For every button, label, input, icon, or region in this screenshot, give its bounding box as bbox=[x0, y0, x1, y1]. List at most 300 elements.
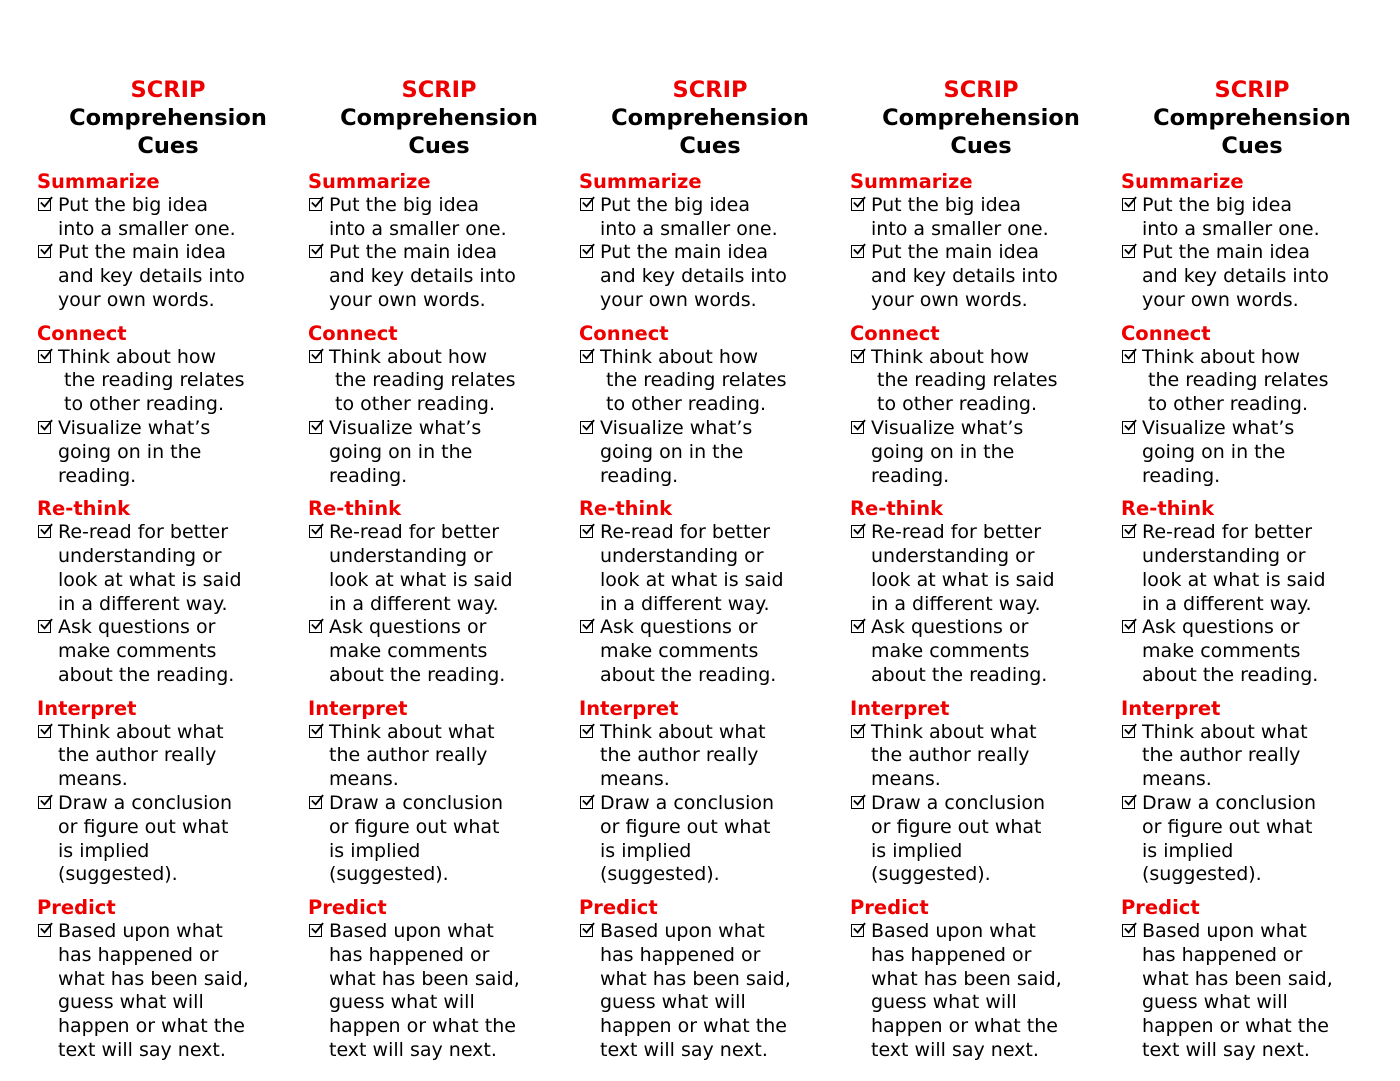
cue-item bbox=[37, 616, 299, 687]
cue-text-line: understanding or bbox=[329, 544, 493, 567]
cue-text-line: going on in the bbox=[871, 440, 1015, 463]
cue-text-line: (suggested). bbox=[871, 863, 991, 886]
section-re-think bbox=[1121, 497, 1383, 687]
cue-text-line: happen or what the bbox=[871, 1015, 1058, 1038]
cue-text-line: look at what is said bbox=[600, 568, 784, 591]
section-connect bbox=[850, 322, 1112, 489]
section-heading: Summarize bbox=[308, 170, 431, 193]
cue-text-line: Think about how bbox=[871, 345, 1030, 368]
section-interpret bbox=[850, 697, 1112, 887]
cue-text-line: into a smaller one. bbox=[1142, 217, 1320, 240]
checked-box-icon bbox=[309, 924, 322, 937]
cue-text-line: going on in the bbox=[600, 440, 744, 463]
cue-text-line: about the reading. bbox=[329, 663, 506, 686]
cue-text-line: Based upon what bbox=[329, 919, 494, 942]
cue-item bbox=[579, 346, 841, 417]
cue-text-line: and key details into bbox=[58, 265, 245, 288]
cue-item bbox=[579, 616, 841, 687]
cue-item bbox=[308, 721, 570, 792]
cue-text-line: means. bbox=[329, 768, 399, 791]
cue-item bbox=[308, 346, 570, 417]
title-line-2: Comprehension bbox=[69, 105, 267, 131]
cue-text-line: the reading relates bbox=[1142, 369, 1329, 392]
cue-text-line: means. bbox=[871, 768, 941, 791]
cue-text-line: to other reading. bbox=[600, 393, 767, 416]
cue-item bbox=[850, 521, 1112, 616]
section-summarize bbox=[850, 170, 1112, 313]
bookmark-3 bbox=[579, 76, 841, 1072]
section-heading: Re-think bbox=[37, 497, 131, 521]
checked-box-icon bbox=[580, 796, 593, 809]
cue-text-line: happen or what the bbox=[1142, 1015, 1329, 1038]
section-heading: Connect bbox=[37, 321, 127, 345]
section-heading: Interpret bbox=[308, 696, 408, 720]
cue-item bbox=[308, 920, 570, 1063]
cue-text-line: Draw a conclusion bbox=[58, 791, 233, 814]
cue-text-line: Put the big idea bbox=[600, 193, 750, 216]
cue-item bbox=[850, 194, 1112, 242]
cue-item bbox=[579, 920, 841, 1063]
cue-text-line: Put the main idea bbox=[1142, 241, 1311, 264]
section-predict bbox=[579, 896, 841, 1063]
title-accent: SCRIP bbox=[130, 77, 206, 103]
cue-text-line: and key details into bbox=[1142, 265, 1329, 288]
cue-item bbox=[37, 241, 299, 312]
cue-text-line: about the reading. bbox=[58, 663, 235, 686]
section-heading: Predict bbox=[850, 896, 929, 920]
cue-text-line: in a different way. bbox=[58, 592, 228, 615]
cue-text-line: or figure out what bbox=[600, 815, 771, 838]
cue-item bbox=[37, 346, 299, 417]
cue-item bbox=[579, 521, 841, 616]
cue-text-line: Visualize what’s bbox=[1142, 416, 1295, 439]
checked-box-icon bbox=[1122, 620, 1135, 633]
section-predict bbox=[308, 896, 570, 1063]
cue-text-line: Think about what bbox=[1142, 720, 1308, 743]
cue-text-line: to other reading. bbox=[58, 393, 225, 416]
checked-box-icon bbox=[851, 924, 864, 937]
cue-text-line: look at what is said bbox=[1142, 568, 1326, 591]
section-heading: Summarize bbox=[37, 170, 160, 193]
cue-text-line: has happened or bbox=[329, 943, 490, 966]
bookmark-title bbox=[579, 76, 841, 160]
cue-text-line: Ask questions or bbox=[871, 616, 1029, 639]
section-heading: Re-think bbox=[850, 497, 944, 521]
cue-text-line: reading. bbox=[58, 464, 137, 487]
cue-text-line: guess what will bbox=[871, 991, 1017, 1014]
section-connect bbox=[37, 322, 299, 489]
title-line-2: Comprehension bbox=[1153, 105, 1351, 131]
cue-text-line: Put the big idea bbox=[329, 193, 479, 216]
bookmark-title bbox=[37, 76, 299, 160]
cue-item bbox=[579, 721, 841, 792]
checked-box-icon bbox=[1122, 198, 1135, 211]
cue-text-line: Visualize what’s bbox=[871, 416, 1024, 439]
cue-text-line: is implied bbox=[600, 839, 692, 862]
checked-box-icon bbox=[580, 525, 593, 538]
cue-text-line: reading. bbox=[1142, 464, 1221, 487]
section-summarize bbox=[37, 170, 299, 313]
cue-text-line: means. bbox=[58, 768, 128, 791]
cue-text-line: means. bbox=[1142, 768, 1212, 791]
checked-box-icon bbox=[1122, 796, 1135, 809]
section-heading: Connect bbox=[579, 321, 669, 345]
cue-text-line: into a smaller one. bbox=[58, 217, 236, 240]
cue-text-line: what has been said, bbox=[329, 967, 520, 990]
cue-text-line: understanding or bbox=[1142, 544, 1306, 567]
cue-text-line: the reading relates bbox=[600, 369, 787, 392]
title-accent: SCRIP bbox=[401, 77, 477, 103]
section-heading: Connect bbox=[1121, 321, 1211, 345]
cue-text-line: Re-read for better bbox=[329, 521, 500, 544]
section-summarize bbox=[1121, 170, 1383, 313]
cue-text-line: Re-read for better bbox=[58, 521, 229, 544]
cue-text-line: understanding or bbox=[58, 544, 222, 567]
cue-text-line: Think about how bbox=[329, 345, 488, 368]
cue-text-line: Think about what bbox=[871, 720, 1037, 743]
checked-box-icon bbox=[580, 350, 593, 363]
checked-box-icon bbox=[38, 725, 51, 738]
cue-text-line: make comments bbox=[1142, 640, 1301, 663]
cue-item bbox=[1121, 920, 1383, 1063]
cue-text-line: Draw a conclusion bbox=[1142, 791, 1317, 814]
bookmark-title bbox=[308, 76, 570, 160]
bookmark-2 bbox=[308, 76, 570, 1072]
cue-item bbox=[37, 721, 299, 792]
cue-text-line: or figure out what bbox=[58, 815, 229, 838]
section-summarize bbox=[579, 170, 841, 313]
cue-text-line: in a different way. bbox=[329, 592, 499, 615]
cue-text-line: going on in the bbox=[58, 440, 202, 463]
cue-text-line: into a smaller one. bbox=[600, 217, 778, 240]
cue-text-line: about the reading. bbox=[871, 663, 1048, 686]
bookmark-4 bbox=[850, 76, 1112, 1072]
cue-item bbox=[1121, 521, 1383, 616]
cue-sections bbox=[850, 170, 1112, 1063]
section-heading: Interpret bbox=[850, 696, 950, 720]
cue-item bbox=[37, 792, 299, 887]
cue-text-line: text will say next. bbox=[600, 1038, 768, 1061]
cue-text-line: to other reading. bbox=[1142, 393, 1309, 416]
cue-text-line: look at what is said bbox=[871, 568, 1055, 591]
checked-box-icon bbox=[309, 421, 322, 434]
cue-text-line: Put the main idea bbox=[600, 241, 769, 264]
cue-text-line: (suggested). bbox=[600, 863, 720, 886]
checked-box-icon bbox=[580, 198, 593, 211]
cue-sections bbox=[1121, 170, 1383, 1063]
cue-text-line: and key details into bbox=[600, 265, 787, 288]
cue-sections bbox=[37, 170, 299, 1063]
checked-box-icon bbox=[38, 796, 51, 809]
checked-box-icon bbox=[1122, 245, 1135, 258]
cue-text-line: Put the main idea bbox=[329, 241, 498, 264]
bookmark-title bbox=[850, 76, 1112, 160]
checked-box-icon bbox=[309, 198, 322, 211]
cue-item bbox=[579, 792, 841, 887]
cue-text-line: is implied bbox=[329, 839, 421, 862]
section-heading: Connect bbox=[850, 321, 940, 345]
checked-box-icon bbox=[580, 620, 593, 633]
cue-item bbox=[1121, 616, 1383, 687]
cue-item bbox=[850, 792, 1112, 887]
title-line-3: Cues bbox=[679, 133, 741, 159]
cue-text-line: in a different way. bbox=[871, 592, 1041, 615]
cue-item bbox=[850, 241, 1112, 312]
cue-text-line: Based upon what bbox=[871, 919, 1036, 942]
section-heading: Predict bbox=[1121, 896, 1200, 920]
cue-text-line: Draw a conclusion bbox=[600, 791, 775, 814]
cue-item bbox=[308, 616, 570, 687]
cue-text-line: Think about what bbox=[600, 720, 766, 743]
cue-text-line: the author really bbox=[871, 744, 1030, 767]
section-heading: Interpret bbox=[37, 696, 137, 720]
cue-item bbox=[579, 241, 841, 312]
cue-text-line: Re-read for better bbox=[1142, 521, 1313, 544]
checked-box-icon bbox=[1122, 350, 1135, 363]
cue-item bbox=[1121, 417, 1383, 488]
cue-text-line: (suggested). bbox=[58, 863, 178, 886]
checked-box-icon bbox=[580, 924, 593, 937]
checked-box-icon bbox=[580, 725, 593, 738]
cue-item bbox=[579, 194, 841, 242]
cue-text-line: Re-read for better bbox=[871, 521, 1042, 544]
cue-text-line: Think about what bbox=[329, 720, 495, 743]
cue-text-line: is implied bbox=[58, 839, 150, 862]
section-re-think bbox=[308, 497, 570, 687]
cue-item bbox=[850, 616, 1112, 687]
cue-text-line: reading. bbox=[871, 464, 950, 487]
section-heading: Predict bbox=[579, 896, 658, 920]
cue-text-line: the reading relates bbox=[871, 369, 1058, 392]
cue-text-line: in a different way. bbox=[600, 592, 770, 615]
cue-text-line: about the reading. bbox=[600, 663, 777, 686]
cue-text-line: or figure out what bbox=[871, 815, 1042, 838]
cue-text-line: text will say next. bbox=[58, 1038, 226, 1061]
cue-text-line: or figure out what bbox=[329, 815, 500, 838]
bookmark-1 bbox=[37, 76, 299, 1072]
checked-box-icon bbox=[851, 725, 864, 738]
cue-text-line: Ask questions or bbox=[600, 616, 758, 639]
section-re-think bbox=[37, 497, 299, 687]
cue-text-line: your own words. bbox=[600, 288, 757, 311]
cue-text-line: Put the big idea bbox=[871, 193, 1021, 216]
title-line-3: Cues bbox=[950, 133, 1012, 159]
cue-text-line: understanding or bbox=[600, 544, 764, 567]
checked-box-icon bbox=[309, 525, 322, 538]
cue-text-line: happen or what the bbox=[329, 1015, 516, 1038]
checked-box-icon bbox=[851, 796, 864, 809]
cue-text-line: text will say next. bbox=[1142, 1038, 1310, 1061]
title-line-3: Cues bbox=[137, 133, 199, 159]
cue-item bbox=[1121, 194, 1383, 242]
cue-text-line: means. bbox=[600, 768, 670, 791]
cue-text-line: reading. bbox=[329, 464, 408, 487]
cue-text-line: Based upon what bbox=[600, 919, 765, 942]
cue-text-line: the reading relates bbox=[58, 369, 245, 392]
checked-box-icon bbox=[1122, 924, 1135, 937]
cue-text-line: to other reading. bbox=[871, 393, 1038, 416]
cue-text-line: make comments bbox=[58, 640, 217, 663]
cue-item bbox=[308, 241, 570, 312]
cue-item bbox=[1121, 241, 1383, 312]
section-heading: Re-think bbox=[579, 497, 673, 521]
cue-text-line: text will say next. bbox=[329, 1038, 497, 1061]
cue-item bbox=[308, 792, 570, 887]
cue-text-line: the author really bbox=[58, 744, 217, 767]
cue-text-line: and key details into bbox=[871, 265, 1058, 288]
section-heading: Connect bbox=[308, 321, 398, 345]
cue-item bbox=[308, 194, 570, 242]
cue-text-line: Based upon what bbox=[58, 919, 223, 942]
cue-text-line: or figure out what bbox=[1142, 815, 1313, 838]
cue-text-line: understanding or bbox=[871, 544, 1035, 567]
checked-box-icon bbox=[851, 350, 864, 363]
section-heading: Interpret bbox=[579, 696, 679, 720]
checked-box-icon bbox=[38, 525, 51, 538]
cue-text-line: (suggested). bbox=[329, 863, 449, 886]
section-connect bbox=[579, 322, 841, 489]
section-heading: Summarize bbox=[579, 170, 702, 193]
cue-text-line: Think about what bbox=[58, 720, 224, 743]
cue-text-line: your own words. bbox=[329, 288, 486, 311]
title-accent: SCRIP bbox=[672, 77, 748, 103]
cue-text-line: (suggested). bbox=[1142, 863, 1262, 886]
checked-box-icon bbox=[38, 350, 51, 363]
cue-text-line: guess what will bbox=[600, 991, 746, 1014]
cue-item bbox=[850, 920, 1112, 1063]
title-line-2: Comprehension bbox=[340, 105, 538, 131]
cue-sections bbox=[308, 170, 570, 1063]
cue-text-line: your own words. bbox=[1142, 288, 1299, 311]
cue-text-line: Ask questions or bbox=[329, 616, 487, 639]
cue-text-line: into a smaller one. bbox=[871, 217, 1049, 240]
cue-item bbox=[1121, 792, 1383, 887]
cue-text-line: reading. bbox=[600, 464, 679, 487]
section-predict bbox=[37, 896, 299, 1063]
cue-text-line: Put the big idea bbox=[1142, 193, 1292, 216]
cue-text-line: Put the main idea bbox=[58, 241, 227, 264]
cue-item bbox=[850, 346, 1112, 417]
checked-box-icon bbox=[38, 421, 51, 434]
cue-text-line: is implied bbox=[1142, 839, 1234, 862]
cue-text-line: your own words. bbox=[871, 288, 1028, 311]
section-interpret bbox=[308, 697, 570, 887]
section-re-think bbox=[579, 497, 841, 687]
title-line-2: Comprehension bbox=[882, 105, 1080, 131]
cue-text-line: is implied bbox=[871, 839, 963, 862]
bookmark-5 bbox=[1121, 76, 1383, 1072]
section-predict bbox=[1121, 896, 1383, 1063]
cue-text-line: Think about how bbox=[58, 345, 217, 368]
cue-item bbox=[308, 521, 570, 616]
cue-item bbox=[308, 417, 570, 488]
section-heading: Re-think bbox=[1121, 497, 1215, 521]
cue-text-line: Draw a conclusion bbox=[329, 791, 504, 814]
cue-text-line: guess what will bbox=[329, 991, 475, 1014]
checked-box-icon bbox=[1122, 525, 1135, 538]
checked-box-icon bbox=[1122, 725, 1135, 738]
title-accent: SCRIP bbox=[943, 77, 1019, 103]
section-heading: Summarize bbox=[850, 170, 973, 193]
cue-text-line: make comments bbox=[329, 640, 488, 663]
title-line-3: Cues bbox=[1221, 133, 1283, 159]
cue-text-line: Think about how bbox=[1142, 345, 1301, 368]
cue-text-line: Think about how bbox=[600, 345, 759, 368]
checked-box-icon bbox=[309, 350, 322, 363]
cue-text-line: look at what is said bbox=[329, 568, 513, 591]
section-re-think bbox=[850, 497, 1112, 687]
cue-text-line: guess what will bbox=[58, 991, 204, 1014]
section-predict bbox=[850, 896, 1112, 1063]
cue-text-line: happen or what the bbox=[58, 1015, 245, 1038]
section-heading: Predict bbox=[37, 896, 116, 920]
cue-text-line: what has been said, bbox=[600, 967, 791, 990]
section-interpret bbox=[1121, 697, 1383, 887]
cue-text-line: make comments bbox=[600, 640, 759, 663]
cue-text-line: what has been said, bbox=[58, 967, 249, 990]
cue-text-line: into a smaller one. bbox=[329, 217, 507, 240]
checked-box-icon bbox=[309, 620, 322, 633]
cue-item bbox=[37, 417, 299, 488]
checked-box-icon bbox=[38, 924, 51, 937]
cue-text-line: Visualize what’s bbox=[600, 416, 753, 439]
section-heading: Predict bbox=[308, 896, 387, 920]
cue-text-line: the author really bbox=[1142, 744, 1301, 767]
checked-box-icon bbox=[851, 525, 864, 538]
cue-item bbox=[1121, 721, 1383, 792]
section-heading: Interpret bbox=[1121, 696, 1221, 720]
cue-item bbox=[37, 194, 299, 242]
checked-box-icon bbox=[851, 245, 864, 258]
cue-text-line: Ask questions or bbox=[58, 616, 216, 639]
cue-item bbox=[37, 920, 299, 1063]
title-line-2: Comprehension bbox=[611, 105, 809, 131]
cue-text-line: about the reading. bbox=[1142, 663, 1319, 686]
checked-box-icon bbox=[38, 245, 51, 258]
section-connect bbox=[1121, 322, 1383, 489]
cue-text-line: look at what is said bbox=[58, 568, 242, 591]
checked-box-icon bbox=[309, 725, 322, 738]
title-line-3: Cues bbox=[408, 133, 470, 159]
cue-text-line: your own words. bbox=[58, 288, 215, 311]
cue-text-line: has happened or bbox=[58, 943, 219, 966]
cue-text-line: Put the big idea bbox=[58, 193, 208, 216]
section-interpret bbox=[37, 697, 299, 887]
checked-box-icon bbox=[38, 620, 51, 633]
checked-box-icon bbox=[1122, 421, 1135, 434]
bookmark-title bbox=[1121, 76, 1383, 160]
title-accent: SCRIP bbox=[1214, 77, 1290, 103]
cue-text-line: in a different way. bbox=[1142, 592, 1312, 615]
cue-text-line: text will say next. bbox=[871, 1038, 1039, 1061]
cue-text-line: has happened or bbox=[600, 943, 761, 966]
section-heading: Re-think bbox=[308, 497, 402, 521]
cue-text-line: Visualize what’s bbox=[329, 416, 482, 439]
cue-item bbox=[579, 417, 841, 488]
cue-text-line: Based upon what bbox=[1142, 919, 1307, 942]
section-summarize bbox=[308, 170, 570, 313]
checked-box-icon bbox=[851, 620, 864, 633]
cue-text-line: going on in the bbox=[329, 440, 473, 463]
cue-text-line: make comments bbox=[871, 640, 1030, 663]
cue-text-line: Re-read for better bbox=[600, 521, 771, 544]
cue-text-line: Draw a conclusion bbox=[871, 791, 1046, 814]
checked-box-icon bbox=[38, 198, 51, 211]
checked-box-icon bbox=[851, 421, 864, 434]
cue-text-line: Visualize what’s bbox=[58, 416, 211, 439]
cue-text-line: happen or what the bbox=[600, 1015, 787, 1038]
cue-text-line: the reading relates bbox=[329, 369, 516, 392]
